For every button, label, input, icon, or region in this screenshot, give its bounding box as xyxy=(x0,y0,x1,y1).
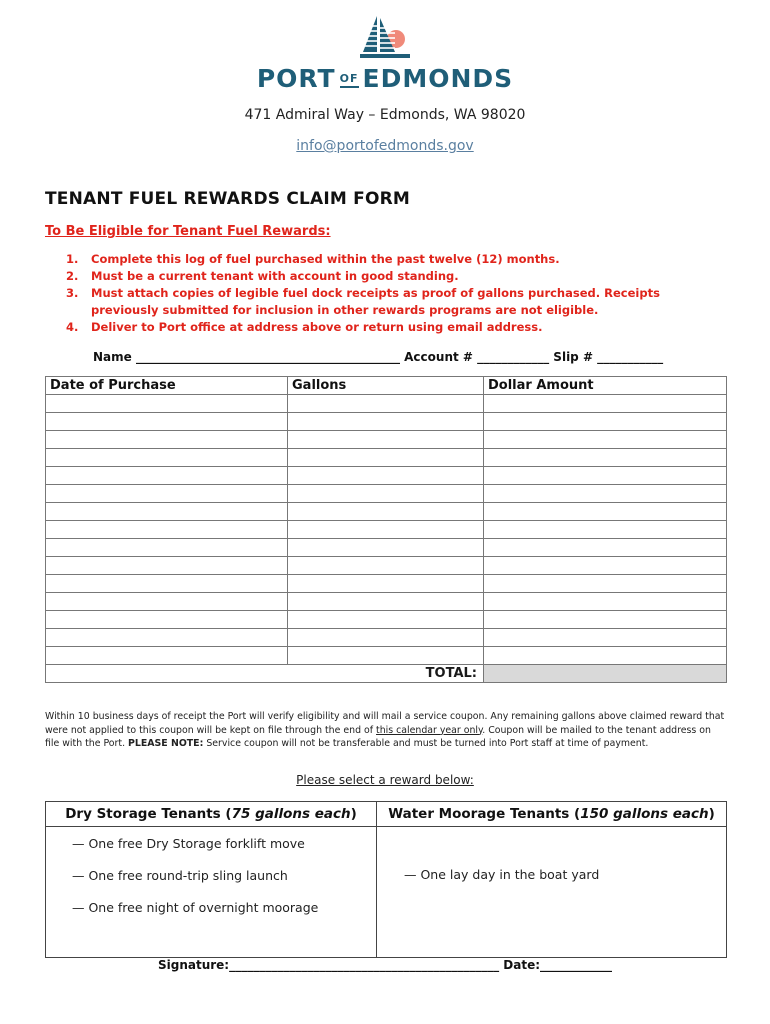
rule-item: 2. Must be a current tenant with account in good standing. xyxy=(66,269,459,283)
table-row xyxy=(46,593,727,611)
eligibility-heading: To Be Eligible for Tenant Fuel Rewards: xyxy=(45,224,331,239)
table-header-row xyxy=(46,377,727,395)
sailboat-sun-logo-icon xyxy=(355,14,415,62)
reward-header-row xyxy=(46,802,727,827)
total-cell[interactable] xyxy=(484,665,727,683)
gallons-cell[interactable] xyxy=(288,557,484,575)
date-cell[interactable] xyxy=(46,485,288,503)
gallons-cell[interactable] xyxy=(288,575,484,593)
processing-notice: Within 10 business days of receipt the Port will verify eligibility and will mail a service coupon. Any remaining gallons above claimed reward that were not applied to this coupon will be kept on file through the end of this calendar year only. Coupon will be mailed to the tenant address on file with the Port. PLEASE NOTE: Service coupon will not be transferable and must be turned into Port staff at time of payment. xyxy=(45,711,725,750)
gallons-cell[interactable] xyxy=(288,593,484,611)
date-cell[interactable] xyxy=(46,557,288,575)
gallons-cell[interactable] xyxy=(288,521,484,539)
table-row xyxy=(46,647,727,665)
dollar-cell[interactable] xyxy=(484,539,727,557)
dollar-cell[interactable] xyxy=(484,413,727,431)
total-row xyxy=(46,665,727,683)
reward-option-overnight-moorage[interactable]: — One free night of overnight moorage xyxy=(72,900,319,915)
date-cell[interactable] xyxy=(46,629,288,647)
gallons-cell[interactable] xyxy=(288,395,484,413)
gallons-cell[interactable] xyxy=(288,485,484,503)
reward-option-forklift[interactable]: — One free Dry Storage forklift move xyxy=(72,836,305,851)
dollar-cell[interactable] xyxy=(484,449,727,467)
dollar-cell[interactable] xyxy=(484,575,727,593)
gallons-cell[interactable] xyxy=(288,503,484,521)
header-gallons: Gallons xyxy=(288,377,484,395)
dollar-cell[interactable] xyxy=(484,467,727,485)
table-row xyxy=(46,467,727,485)
date-cell[interactable] xyxy=(46,647,288,665)
table-row xyxy=(46,503,727,521)
date-cell[interactable] xyxy=(46,593,288,611)
table-row xyxy=(46,539,727,557)
table-row xyxy=(46,431,727,449)
dry-storage-options xyxy=(46,827,377,958)
table-row xyxy=(46,395,727,413)
email-link[interactable]: info@portofedmonds.gov xyxy=(296,138,474,154)
gallons-cell[interactable] xyxy=(288,611,484,629)
port-address: 471 Admiral Way – Edmonds, WA 98020 xyxy=(244,107,526,123)
reward-option-sling-launch[interactable]: — One free round-trip sling launch xyxy=(72,868,288,883)
date-cell[interactable] xyxy=(46,521,288,539)
dollar-cell[interactable] xyxy=(484,557,727,575)
dollar-cell[interactable] xyxy=(484,647,727,665)
date-cell[interactable] xyxy=(46,395,288,413)
gallons-cell[interactable] xyxy=(288,647,484,665)
header-dollar: Dollar Amount xyxy=(484,377,727,395)
header-date: Date of Purchase xyxy=(46,377,288,395)
name-account-slip-fields[interactable]: Name ____________________________________________ Account # ____________ Slip # ___________ xyxy=(93,350,664,364)
reward-select-label: Please select a reward below: xyxy=(296,773,474,787)
date-cell[interactable] xyxy=(46,449,288,467)
brand-of: OF xyxy=(340,73,359,88)
dollar-cell[interactable] xyxy=(484,521,727,539)
table-row xyxy=(46,449,727,467)
form-title: TENANT FUEL REWARDS CLAIM FORM xyxy=(45,189,411,209)
dry-storage-heading: Dry Storage Tenants (75 gallons each) xyxy=(46,802,377,827)
rule-item: 4. Deliver to Port office at address above or return using email address. xyxy=(66,320,543,334)
dollar-cell[interactable] xyxy=(484,431,727,449)
water-moorage-options xyxy=(377,827,727,958)
brand-edmonds: EDMONDS xyxy=(362,64,514,93)
brand-port: PORT xyxy=(256,64,336,93)
reward-option-lay-day[interactable]: — One lay day in the boat yard xyxy=(404,867,600,882)
date-cell[interactable] xyxy=(46,431,288,449)
table-row xyxy=(46,413,727,431)
table-row xyxy=(46,521,727,539)
table-row xyxy=(46,485,727,503)
rule-item: 3. Must attach copies of legible fuel dock receipts as proof of gallons purchased. Receipts previously submitted for inclusion in other rewards programs are not eligible. xyxy=(66,286,660,317)
gallons-cell[interactable] xyxy=(288,449,484,467)
date-cell[interactable] xyxy=(46,539,288,557)
date-cell[interactable] xyxy=(46,467,288,485)
table-row xyxy=(46,557,727,575)
gallons-cell[interactable] xyxy=(288,629,484,647)
gallons-cell[interactable] xyxy=(288,539,484,557)
date-cell[interactable] xyxy=(46,575,288,593)
table-row xyxy=(46,629,727,647)
total-label: TOTAL: xyxy=(46,665,484,683)
gallons-cell[interactable] xyxy=(288,413,484,431)
table-row xyxy=(46,611,727,629)
dollar-cell[interactable] xyxy=(484,485,727,503)
dollar-cell[interactable] xyxy=(484,629,727,647)
signature-date-fields[interactable]: Signature:_____________________________________________ Date:____________ xyxy=(157,958,613,972)
port-logo xyxy=(0,14,770,62)
brand-wordmark xyxy=(0,64,770,93)
eligibility-rules xyxy=(66,251,706,336)
date-cell[interactable] xyxy=(46,503,288,521)
dollar-cell[interactable] xyxy=(484,593,727,611)
dollar-cell[interactable] xyxy=(484,503,727,521)
fuel-log-table xyxy=(45,376,727,683)
date-cell[interactable] xyxy=(46,413,288,431)
reward-options-table xyxy=(45,801,727,958)
reward-options-row xyxy=(46,827,727,958)
dollar-cell[interactable] xyxy=(484,395,727,413)
date-cell[interactable] xyxy=(46,611,288,629)
gallons-cell[interactable] xyxy=(288,467,484,485)
water-moorage-heading: Water Moorage Tenants (150 gallons each) xyxy=(377,802,727,827)
table-row xyxy=(46,575,727,593)
rule-item: 1. Complete this log of fuel purchased within the past twelve (12) months. xyxy=(66,252,560,266)
gallons-cell[interactable] xyxy=(288,431,484,449)
dollar-cell[interactable] xyxy=(484,611,727,629)
